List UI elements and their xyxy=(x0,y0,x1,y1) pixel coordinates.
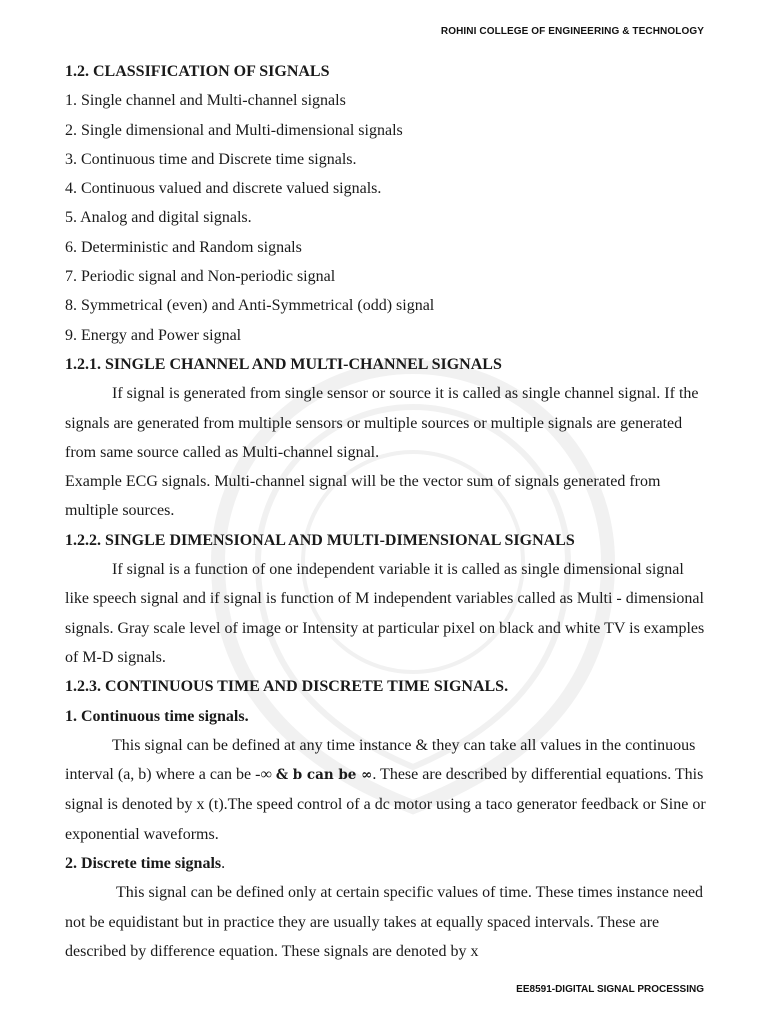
subsection-title-single-multi-dimensional: 1.2.2. SINGLE DIMENSIONAL AND MULTI-DIMENSIONAL SIGNALS xyxy=(65,531,575,549)
discrete-time-heading-line xyxy=(65,849,710,878)
list-item: 7. Periodic signal and Non-periodic signal xyxy=(65,268,336,286)
paragraph-dimensional: If signal is a function of one independent variable it is called as single dimensional signal like speech signal and if signal is function of M independent variables called as Multi - dimensional signals. Gray scale level of image or Intensity at particular pixel on black and white TV is examples of M-D signals. xyxy=(65,561,705,666)
list-item: 6. Deterministic and Random signals xyxy=(65,238,302,256)
list-item: 3. Continuous time and Discrete time signals. xyxy=(65,150,357,168)
list-item: 9. Energy and Power signal xyxy=(65,326,242,344)
list-item: 2. Single dimensional and Multi-dimensional signals xyxy=(65,121,403,139)
discrete-heading-period: . xyxy=(221,855,226,873)
paragraph-discrete-time: This signal can be defined only at certain specific values of time. These times instance need not be equidistant but in practice they are usually takes at equally spaced intervals. These are described by difference equation. These signals are denoted by x xyxy=(65,884,704,960)
list-item: 5. Analog and digital signals. xyxy=(65,209,252,227)
continuous-text-bold: & b can be ∞ xyxy=(275,767,373,784)
list-item: 1. Single channel and Multi-channel signals xyxy=(65,92,346,110)
section-title: 1.2. CLASSIFICATION OF SIGNALS xyxy=(65,63,330,80)
page-content xyxy=(65,57,710,966)
subsection-title-single-multi-channel: 1.2.1. SINGLE CHANNEL AND MULTI-CHANNEL SIGNALS xyxy=(65,355,502,373)
discrete-time-heading: 2. Discrete time signals xyxy=(65,855,222,873)
subsection-title-continuous-discrete: 1.2.3. CONTINUOUS TIME AND DISCRETE TIME SIGNALS. xyxy=(65,678,509,696)
list-item: 8. Symmetrical (even) and Anti-Symmetrical (odd) signal xyxy=(65,297,435,315)
page-footer: EE8591-DIGITAL SIGNAL PROCESSING xyxy=(516,984,704,995)
continuous-text-a: This signal can be defined at any time instance & they can take all values in the continuous interval (a, b) where a can be -∞ xyxy=(65,736,696,784)
paragraph-single-channel: If signal is generated from single sensor or source it is called as single channel signal. If the signals are generated from multiple sensors or multiple sources or multiple signals are generated from same source called as Multi-channel signal. xyxy=(65,385,699,461)
paragraph-continuous-time xyxy=(65,731,710,849)
paragraph-example-ecg: Example ECG signals. Multi-channel signal will be the vector sum of signals generated from multiple sources. xyxy=(65,473,661,520)
continuous-text-c: . These are described by differential equations. This signal is denoted by x (t).The speed control of a dc motor using a taco generator feedback or Sine or exponential waveforms. xyxy=(65,766,706,843)
classification-list xyxy=(65,86,710,350)
continuous-time-heading: 1. Continuous time signals. xyxy=(65,707,249,725)
list-item: 4. Continuous valued and discrete valued signals. xyxy=(65,180,382,198)
page-header: ROHINI COLLEGE OF ENGINEERING & TECHNOLOGY xyxy=(440,26,704,37)
